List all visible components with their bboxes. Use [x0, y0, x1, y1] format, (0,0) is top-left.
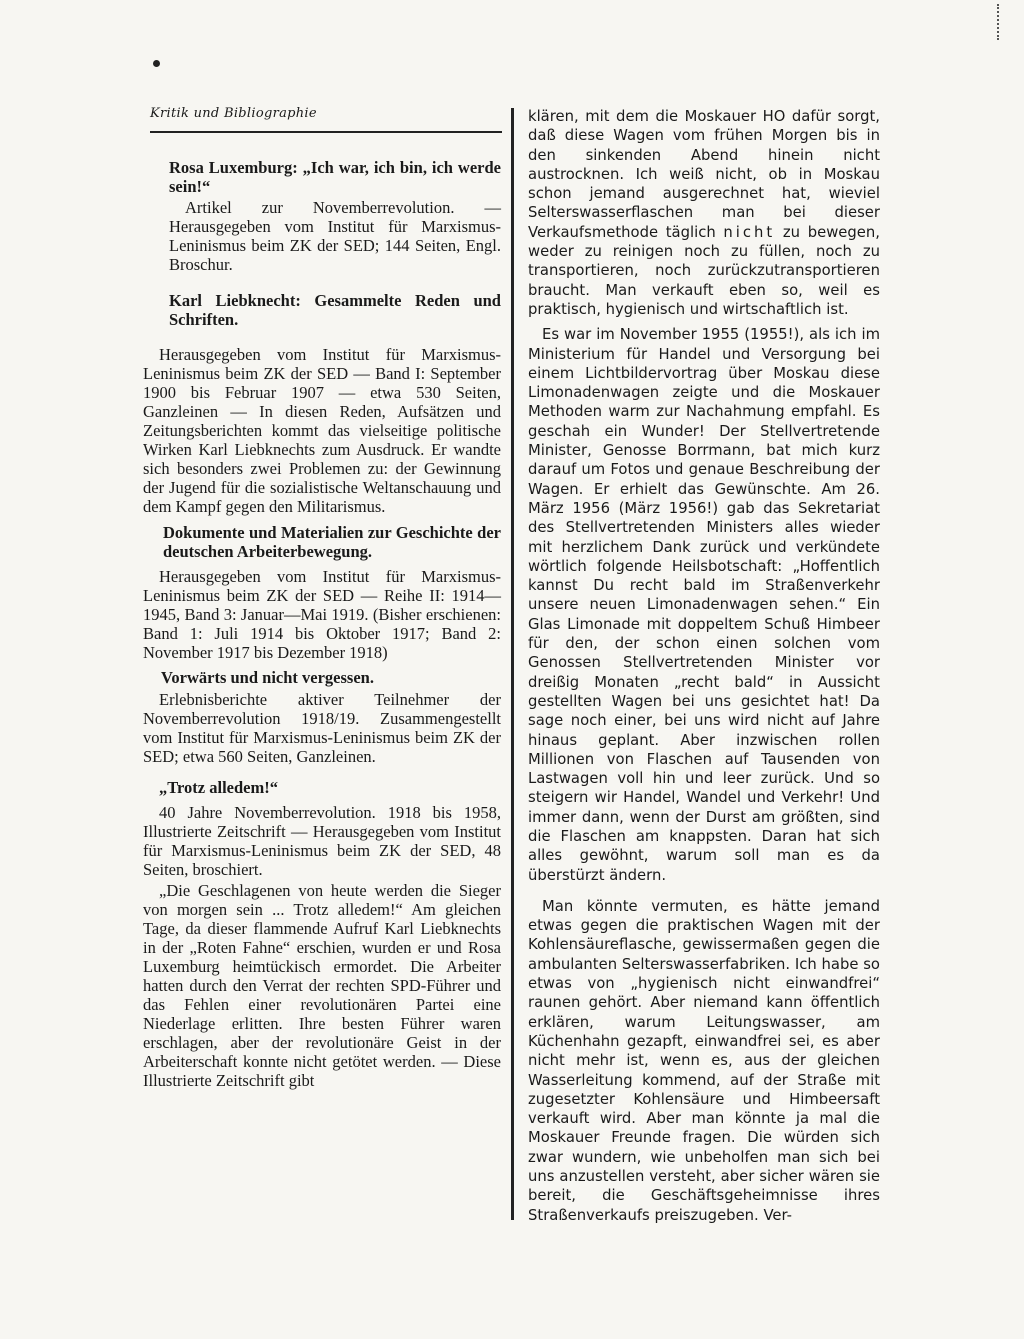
spaced-emphasis: nicht	[723, 223, 776, 241]
running-head: Kritik und Bibliographie	[150, 106, 317, 121]
entry-dokumente	[143, 523, 501, 561]
entry-vorwaerts-body-wrap	[143, 690, 501, 766]
right-column	[528, 107, 880, 1225]
entry-title: Dokumente und Materialien zur Geschichte der deutschen Arbeiterbewegung.	[163, 523, 501, 561]
paragraph-2: Es war im November 1955 (1955!), als ich im Ministerium für Handel und Versorgung bei einem Lichtbildervortrag über Moskau diese Limonadenwagen zeigte und die Moskauer Methoden warm zur Nachahmung empfahl. Es geschah ein Wunder! Der Stellvertretende Minister, Genosse Borrmann, bat mich kurz darauf um Fotos und genaue Beschreibung der Wagen. Er erhielt das Gewünschte. Am 26. März 1956 (März 1956!) gab das Sekretariat des Stellvertretenden Ministers alles wieder mit herzlichem Dank zurück und verkündete wörtlich folgende Heilsbotschaft: „Hoffentlich kannst Du recht bald im Straßenverkehr unsere neuen Limonadenwagen sehen.“ Ein Glas Limonade mit doppeltem Schuß Himbeer für den, der schon einen solchen vom Genossen Stellvertretenden Minister vor dreißig Monaten „recht bald“ in Aussicht gestellten Wagen bei uns gesichtet hat! Da sage noch einer, bei uns wird nicht auf Jahre hinaus geplant. Aber inzwischen rollen Millionen von Flaschen auf Tausenden von Lastwagen voll hin und leer zurück. Und so steigern wir Handel, Wandel und Verkehr! Und immer dann, wenn der Durst am größten, sind die Flaschen am knappsten. Daran hat sich alles gewöhnt, warum soll man es da überstürzt ändern.	[528, 326, 880, 884]
entry-trotz-alledem-body-wrap	[143, 803, 501, 1090]
paragraph-1	[528, 107, 880, 319]
paragraph-1-part-a: klären, mit dem die Moskauer HO dafür sorgt, daß diese Wagen vom frühen Morgen bis in den sinkenden Abend hinein nicht austrocknen. Ich weiß nicht, ob in Moskau schon jemand ausgerechnet hat, wieviel Selterswasserflaschen man bei dieser Verkaufsmethode täglich	[528, 108, 880, 241]
entry-rosa-luxemburg	[143, 158, 501, 274]
entry-title: Vorwärts und nicht vergessen.	[161, 668, 374, 687]
margin-dot	[153, 60, 160, 67]
entry-dokumente-body-wrap	[143, 567, 501, 662]
entry-body: Herausgegeben vom Institut für Marxismus-Leninismus beim ZK der SED — Band I: September 1900 bis Februar 1907 — etwa 530 Seiten, Ganzleinen — In diesen Reden, Aufsätzen und Zeitungsberichten kommt das vielseitige politische Wirken Karl Liebknechts zum Ausdruck. Er wandte sich besonders zwei Problemen zu: der Gewinnung der Jugend für die sozialistische Weltanschauung und dem Kampf gegen den Militarismus.	[143, 345, 501, 516]
entry-karl-liebknecht-body-wrap	[143, 345, 501, 516]
entry-title: Rosa Luxemburg: „Ich war, ich bin, ich werde sein!“	[169, 158, 501, 196]
column-rule	[511, 108, 514, 1220]
paragraph-1-part-b: zu bewegen, weder zu reinigen noch zu füllen, noch zu transportieren, noch zurückzutransportieren braucht. Man verkauft eben so, weil es praktisch, hygienisch und wirtschaftlich ist.	[528, 223, 880, 318]
page-edge-mark	[997, 4, 1003, 40]
entry-body: 40 Jahre Novemberrevolution. 1918 bis 1958, Illustrierte Zeitschrift — Herausgegeben vom Institut für Marxismus-Leninismus beim ZK der SED, 48 Seiten, broschiert.	[143, 803, 501, 879]
left-column	[143, 158, 501, 1090]
entry-title: „Trotz alledem!“	[159, 778, 278, 797]
paragraph-3: Man könnte vermuten, es hätte jemand etwas gegen die praktischen Wagen mit der Kohlensäureflasche, gewissermaßen gegen die ambulanten Selterswasserfabriken. Ich habe so etwas von „hygienisch nicht einwandfrei“ raunen gehört. Aber niemand kann öffentlich erklären, warum Leitungswasser, am Küchenhahn gezapft, einwandfrei sei, es aber nicht mehr ist, wenn es, aus der gleichen Wasserleitung kommend, auf der Straße mit zugesetzter Kohlensäure und Himbeersaft verkauft wird. Aber man könnte ja mal die Moskauer Freunde fragen. Die würden sich zwar wundern, wie unbeholfen man sich bei uns anzustellen versteht, aber sicher wären sie bereit, die Geschäftsgeheimnisse ihres Straßenverkaufs preiszugeben. Ver-	[528, 897, 880, 1224]
entry-trotz-alledem	[143, 778, 501, 797]
entry-karl-liebknecht	[143, 291, 501, 329]
entry-title: Karl Liebknecht: Gesammelte Reden und Schriften.	[169, 291, 501, 329]
header-rule	[150, 131, 502, 133]
entry-body: Artikel zur Novemberrevolution. — Herausgegeben vom Institut für Marxismus-Leninismus beim ZK der SED; 144 Seiten, Engl. Broschur.	[169, 198, 501, 274]
entry-body: Herausgegeben vom Institut für Marxismus-Leninismus beim ZK der SED — Reihe II: 1914—1945, Band 3: Januar—Mai 1919. (Bisher erschienen: Band 1: Juli 1914 bis Oktober 1917; Band 2: November 1917 bis Dezember 1918)	[143, 567, 501, 662]
entry-vorwaerts	[143, 668, 501, 687]
entry-body: Erlebnisberichte aktiver Teilnehmer der Novemberrevolution 1918/19. Zusammengestellt vom Institut für Marxismus-Leninismus beim ZK der SED; etwa 560 Seiten, Ganzleinen.	[143, 690, 501, 766]
entry-body-continued: „Die Geschlagenen von heute werden die Sieger von morgen sein ... Trotz alledem!“ Am gleichen Tage, da dieser flammende Aufruf Karl Liebknechts in der „Roten Fahne“ erschien, wurden er und Rosa Luxemburg heimtückisch ermordet. Die Arbeiter hatten durch den Verrat der rechten SPD-Führer und das Fehlen einer revolutionären Partei eine Niederlage erlitten. Ihre besten Führer waren erschlagen, aber der revolutionäre Geist in der Arbeiterschaft konnte nicht getötet werden. — Diese Illustrierte Zeitschrift gibt	[143, 881, 501, 1090]
